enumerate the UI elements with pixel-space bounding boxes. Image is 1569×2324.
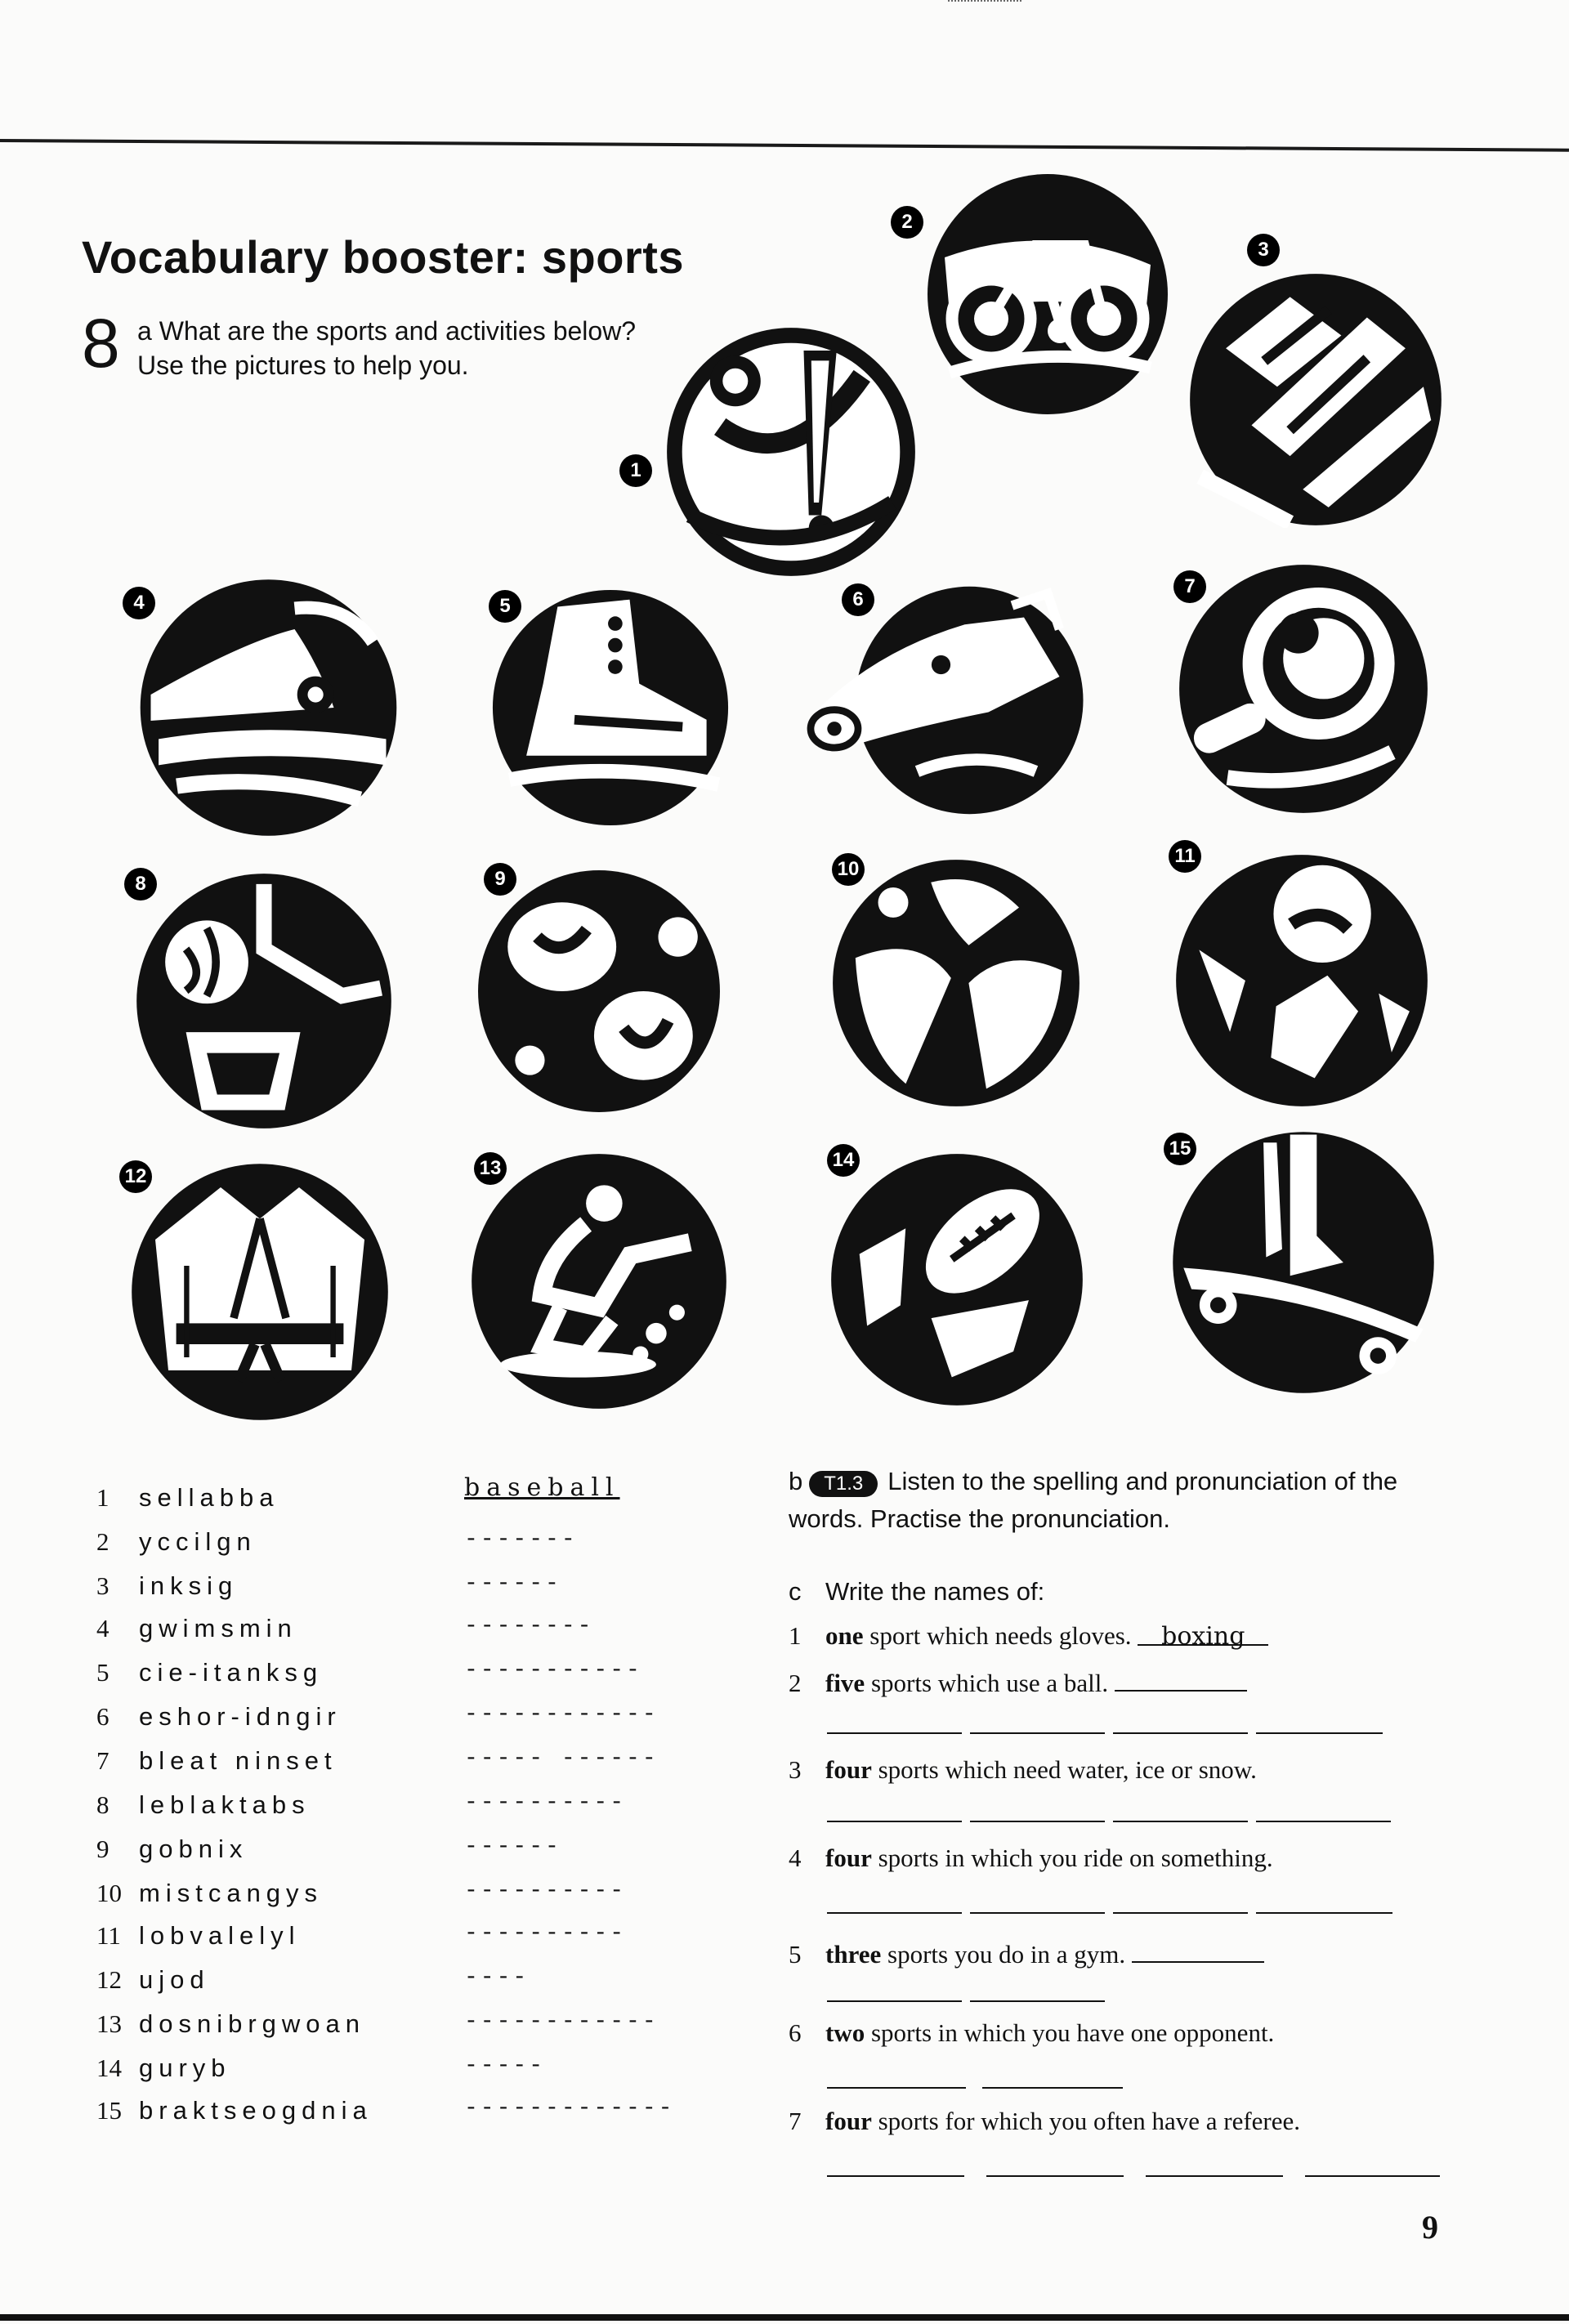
instruction-line-1: a What are the sports and activities below? [137, 316, 637, 346]
answer-lines [827, 2000, 1105, 2004]
skateboard-icon [1170, 1129, 1437, 1396]
top-rule [0, 139, 1569, 152]
answer-lines [827, 1821, 1391, 1824]
answer-field[interactable]: ---------- [464, 1879, 627, 1904]
scrambled-word: cie-itanksg [139, 1658, 324, 1687]
answer-field[interactable]: baseball [464, 1473, 620, 1502]
picture-badge-3: 3 [1247, 234, 1280, 266]
question-item: 7 four sports for which you often have a referee. [789, 2107, 1301, 2135]
answer-field[interactable] [827, 1732, 962, 1734]
answer-field[interactable]: ------ [464, 1835, 561, 1860]
answer-field[interactable] [1256, 1821, 1391, 1822]
picture-6 [794, 582, 1111, 819]
picture-15 [1170, 1129, 1437, 1396]
scrambled-word: sellabba [139, 1483, 279, 1512]
answer-field[interactable]: ------------- [464, 2096, 675, 2121]
answer-field[interactable]: -------- [464, 1614, 594, 1639]
answer-lines [827, 1732, 1383, 1736]
answer-field[interactable]: boxing [1138, 1621, 1268, 1646]
answer-field[interactable]: -----‑------ [464, 1702, 659, 1727]
answer-field[interactable] [827, 1821, 962, 1822]
answer-field[interactable]: ---------- [464, 1790, 627, 1816]
picture-13 [469, 1146, 729, 1417]
answer-field[interactable]: ----- [464, 2054, 546, 2079]
answer-field[interactable]: ----- ------ [464, 1746, 659, 1772]
answer-field[interactable] [1115, 1667, 1247, 1692]
answer-field[interactable] [1113, 1732, 1248, 1734]
page-number: 9 [1422, 2209, 1438, 2246]
picture-badge-5: 5 [489, 590, 521, 623]
answer-field[interactable] [1146, 2175, 1283, 2177]
scrambled-word: gwimsmin [139, 1614, 297, 1642]
part-b [789, 1463, 1410, 1538]
picture-7 [1177, 562, 1430, 816]
answer-lines [827, 2087, 1123, 2090]
ice-skate-icon [490, 582, 731, 834]
boxing-gloves-icon [476, 865, 722, 1118]
table-tennis-icon [1177, 562, 1430, 816]
picture-badge-2: 2 [891, 206, 923, 239]
answer-field[interactable] [1256, 1912, 1392, 1914]
picture-badge-6: 6 [842, 583, 874, 616]
instruction-line-2: Use the pictures to help you. [137, 351, 469, 380]
answer-field[interactable]: ------- [464, 1527, 578, 1553]
answer-field[interactable] [827, 2087, 966, 2089]
part-c-heading: c Write the names of: [789, 1577, 1045, 1606]
scrambled-word: yccilgn [139, 1527, 257, 1556]
picture-badge-14: 14 [827, 1144, 860, 1177]
picture-badge-1: 1 [619, 454, 652, 487]
picture-5 [490, 582, 731, 834]
question-item: 2 five sports which use a ball. [789, 1667, 1247, 1698]
skiing-icon [1185, 271, 1446, 528]
rugby-ball-icon [829, 1146, 1085, 1414]
answer-field[interactable] [827, 2175, 964, 2177]
picture-badge-4: 4 [123, 587, 155, 619]
picture-8 [134, 866, 394, 1136]
scrambled-word: ujod [139, 1965, 210, 1994]
judo-icon [129, 1157, 391, 1427]
answer-field[interactable] [827, 2000, 962, 2002]
answer-field[interactable] [970, 2000, 1105, 2002]
exercise-number: 8 [82, 305, 120, 382]
picture-badge-15: 15 [1164, 1133, 1196, 1165]
picture-badge-12: 12 [119, 1160, 152, 1193]
part-c-letter: c [789, 1577, 802, 1606]
bottom-rule [0, 2314, 1569, 2321]
answer-field[interactable]: ---‑------- [464, 1658, 642, 1683]
question-item: 4 four sports in which you ride on something. [789, 1844, 1273, 1872]
answer-field[interactable] [1305, 2175, 1440, 2177]
answer-field[interactable] [970, 1912, 1105, 1914]
answer-field[interactable] [982, 2087, 1123, 2089]
volleyball-icon [1173, 850, 1430, 1111]
picture-12 [129, 1157, 391, 1427]
answer-field[interactable] [827, 1912, 962, 1914]
answer-field[interactable]: ---------- [464, 1921, 627, 1946]
scrambled-word: inksig [139, 1571, 239, 1600]
picture-9 [476, 865, 722, 1118]
question-item: 1 one sport which needs gloves. boxing [789, 1621, 1268, 1651]
snowboarding-icon [469, 1146, 729, 1417]
picture-badge-11: 11 [1169, 840, 1201, 873]
question-item: 5 three sports you do in a gym. [789, 1938, 1264, 1969]
part-b-letter: b [789, 1467, 803, 1495]
basketball-icon [134, 866, 394, 1136]
answer-field[interactable]: ------------ [464, 2009, 659, 2035]
swimming-icon [136, 577, 401, 838]
question-item: 6 two sports in which you have one opponent. [789, 2018, 1275, 2047]
answer-field[interactable] [1256, 1732, 1383, 1734]
picture-badge-8: 8 [124, 868, 157, 901]
picture-badge-7: 7 [1173, 570, 1206, 603]
answer-lines [827, 1912, 1392, 1915]
answer-field[interactable] [1113, 1912, 1248, 1914]
baseball-bat-icon [662, 325, 920, 579]
scrambled-word: gobnix [139, 1835, 248, 1863]
scrambled-word: braktseogdnia [139, 2096, 373, 2125]
scrambled-word: dosnibrgwoan [139, 2009, 366, 2038]
scrambled-word: guryb [139, 2054, 231, 2082]
gymnastics-icon [830, 853, 1082, 1113]
answer-field[interactable]: ---- [464, 1965, 530, 1991]
scrambled-word: bleat ninset [139, 1746, 337, 1775]
picture-1 [662, 325, 920, 579]
scan-mark [948, 0, 1021, 7]
scrambled-word: mistcangys [139, 1879, 324, 1907]
answer-lines [827, 2175, 1440, 2179]
page-title: Vocabulary booster: sports [82, 231, 685, 283]
bicycle-icon [923, 172, 1172, 417]
answer-field[interactable] [970, 1732, 1105, 1734]
answer-field[interactable] [1132, 1938, 1264, 1963]
picture-4 [136, 577, 401, 838]
answer-field[interactable] [1113, 1821, 1248, 1822]
answer-field[interactable] [970, 1821, 1105, 1822]
picture-badge-13: 13 [474, 1152, 507, 1185]
question-item: 3 four sports which need water, ice or snow. [789, 1755, 1257, 1784]
picture-14 [829, 1146, 1085, 1414]
scrambled-word: lobvalelyl [139, 1921, 301, 1950]
scrambled-word: eshor-idngir [139, 1702, 342, 1731]
exercise-instructions [137, 314, 636, 382]
part-b-text: Listen to the spelling and pronunciation of the words. Practise the pronunciation. [789, 1467, 1398, 1533]
picture-badge-10: 10 [832, 853, 865, 886]
picture-10 [830, 853, 1082, 1113]
horse-icon [794, 582, 1111, 819]
picture-3 [1185, 271, 1446, 528]
answer-field[interactable]: ------ [464, 1571, 561, 1597]
scrambled-word: leblaktabs [139, 1790, 311, 1819]
audio-track-badge[interactable]: T1.3 [809, 1471, 878, 1497]
picture-2 [923, 172, 1172, 417]
picture-11 [1173, 850, 1430, 1111]
answer-field[interactable] [986, 2175, 1124, 2177]
picture-badge-9: 9 [484, 863, 516, 896]
